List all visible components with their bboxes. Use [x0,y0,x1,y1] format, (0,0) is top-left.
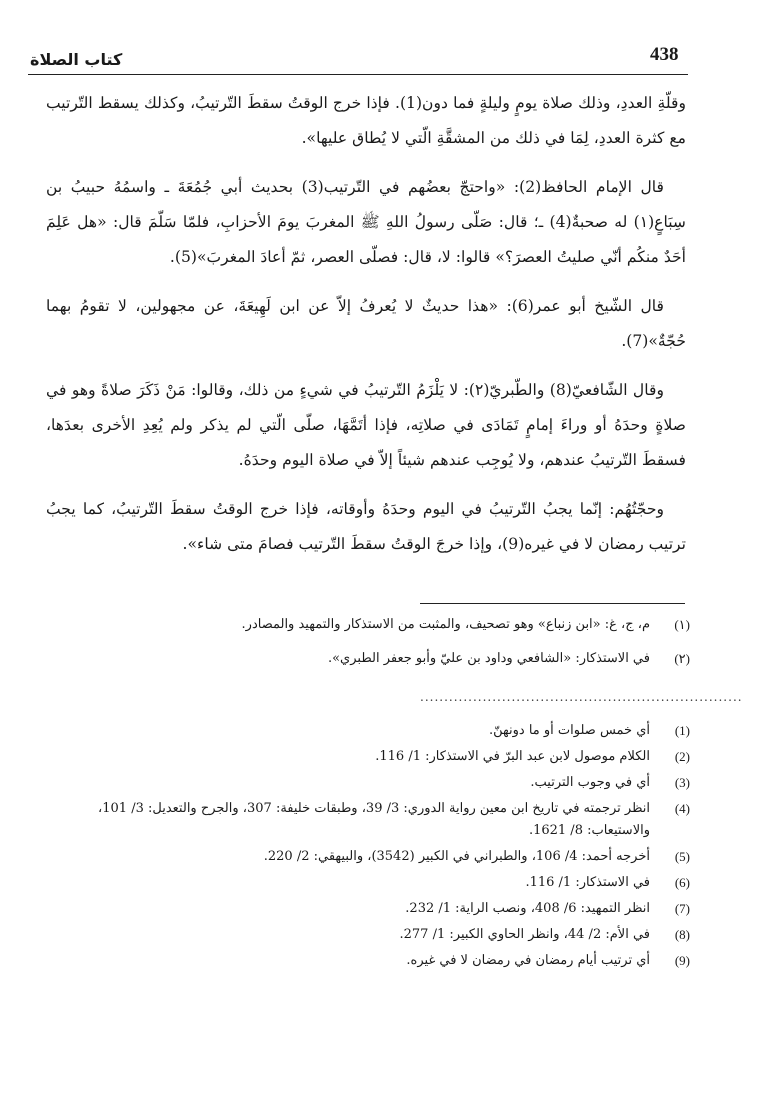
header-rule [28,74,688,75]
footnote-number: (8) [674,927,690,942]
footnote [70,608,690,642]
footnote [60,896,690,922]
footnote-text: أخرجه أحمد: 4/ 106، والطبراني في الكبير (3542)، والبيهقي: 2/ 220. [263,849,650,864]
footnote [60,844,690,870]
footnote-number: (9) [674,953,690,968]
footnote-text: أي ترتيب أيام رمضان في رمضان لا في غيره. [406,953,650,968]
footnote-text: في الأم: 2/ 44، وانظر الحاوي الكبير: 1/ 277. [399,927,650,942]
paragraph: وقلّةِ العددِ، وذلك صلاة يومٍ وليلةٍ فما دون(1). فإذا خرج الوقتُ سقطَ التّرتيبُ، وكذلك يسقط التّرتيب مع كثرة العددِ، لِمَا في ذلك من المشقَّةِ الّتي لا يُطاق عليها». [46,94,686,147]
footnote-number: (4) [674,801,690,816]
running-header-title: كتاب الصلاة [30,50,123,69]
footnote-text: أي في وجوب الترتيب. [530,775,650,790]
footnote-number: (١) [674,617,690,632]
page-number: 438 [650,44,679,65]
editor-footnotes [60,718,690,974]
footnote [70,642,690,676]
footnote [60,922,690,948]
footnote [60,870,690,896]
main-text [46,86,686,576]
paragraph: وحجّتُهُم: إنّما يجبُ التّرتيبُ في اليوم وحدَهُ وأوقاته، فإذا خرج الوقتُ سقطَ التّرتيبُ، كما يجبُ ترتيب رمضان لا في غيره(9)، وإذا خرجَ الوقتُ سقطَ التّرتيب فصامَ متى شاء». [46,500,686,553]
footnote-number: (٢) [674,651,690,666]
footnote-text: انظر ترجمته في تاريخ ابن معين رواية الدوري: 3/ 39، وطبقات خليفة: 307، والجرح والتعديل: 3/ 101، والاستيعاب: 8/ 1621. [98,801,650,838]
footnote-text: م، ج، غ: «ابن زنباع» وهو تصحيف، والمثبت من الاستذكار والتمهيد والمصادر. [241,617,650,632]
footnote-text: في الاستذكار: 1/ 116. [525,875,650,890]
footnote-number: (7) [674,901,690,916]
footnote-text: الكلام موصول لابن عبد البرّ في الاستذكار: 1/ 116. [375,749,650,764]
footnote [60,796,690,844]
footnote-text: في الاستذكار: «الشافعي وداود بن عليّ وأبو جعفر الطبري». [327,651,650,666]
footnote [60,718,690,744]
paragraph: وقال الشّافعيّ(8) والطّبريّ(٢): لا يَلْزَمُ التّرتيبُ في شيءٍ من ذلك، وقالوا: مَنْ ذَكَرَ صلاةً وهو في صلاةٍ وحدَهُ أو وراءَ إمامٍ تَمَادَى في صلاتِه، فإذا أتَمَّهَا، صلّى الّتي لم يذكر ولم يُعِدِ الأخرى بعدَها، فسقطَ التّرتيبُ عندهم، ولا يُوجِب عندهم شيئاً إلاّ في صلاة اليوم وحدَهُ. [46,381,686,469]
footnote-number: (2) [674,749,690,764]
footnote [60,948,690,974]
footnote-number: (3) [674,775,690,790]
manuscript-footnotes [70,608,690,676]
footnote-number: (6) [674,875,690,890]
footnote-number: (1) [674,723,690,738]
footnote [60,744,690,770]
footnote-text: انظر التمهيد: 6/ 408، ونصب الراية: 1/ 232. [405,901,650,916]
paragraph: قال الإمام الحافظ(2): «واحتجّ بعضُهم في التّرتيب(3) بحديث أبي جُمُعَةَ ـ واسمُهُ حبيبُ بن سِبَاعٍ(١) له صحبةٌ(4) ـ؛ قال: صَلّى رسولُ اللهِ ﷺ المغربَ يومَ الأحزابِ، فلمّا سَلّمَ قال: «هل عَلِمَ أحَدٌ منكُم أنّي صليتُ العصرَ؟» قالوا: لا، قال: فصلّى العصر، ثمّ أعادَ المغربَ»(5). [46,178,686,266]
dotted-separator: ................................................................... [420,690,743,704]
paragraph: قال الشّيخ أبو عمر(6): «هذا حديثٌ لا يُعرفُ إلاّ عن ابن لَهِيعَةَ، عن مجهولين، لا تقومُ بهما حُجّةٌ»(7). [46,297,686,350]
footnote [60,770,690,796]
footnote-number: (5) [674,849,690,864]
footnote-text: أي خمس صلوات أو ما دونهنّ. [488,723,650,738]
footnote-separator [420,603,685,604]
